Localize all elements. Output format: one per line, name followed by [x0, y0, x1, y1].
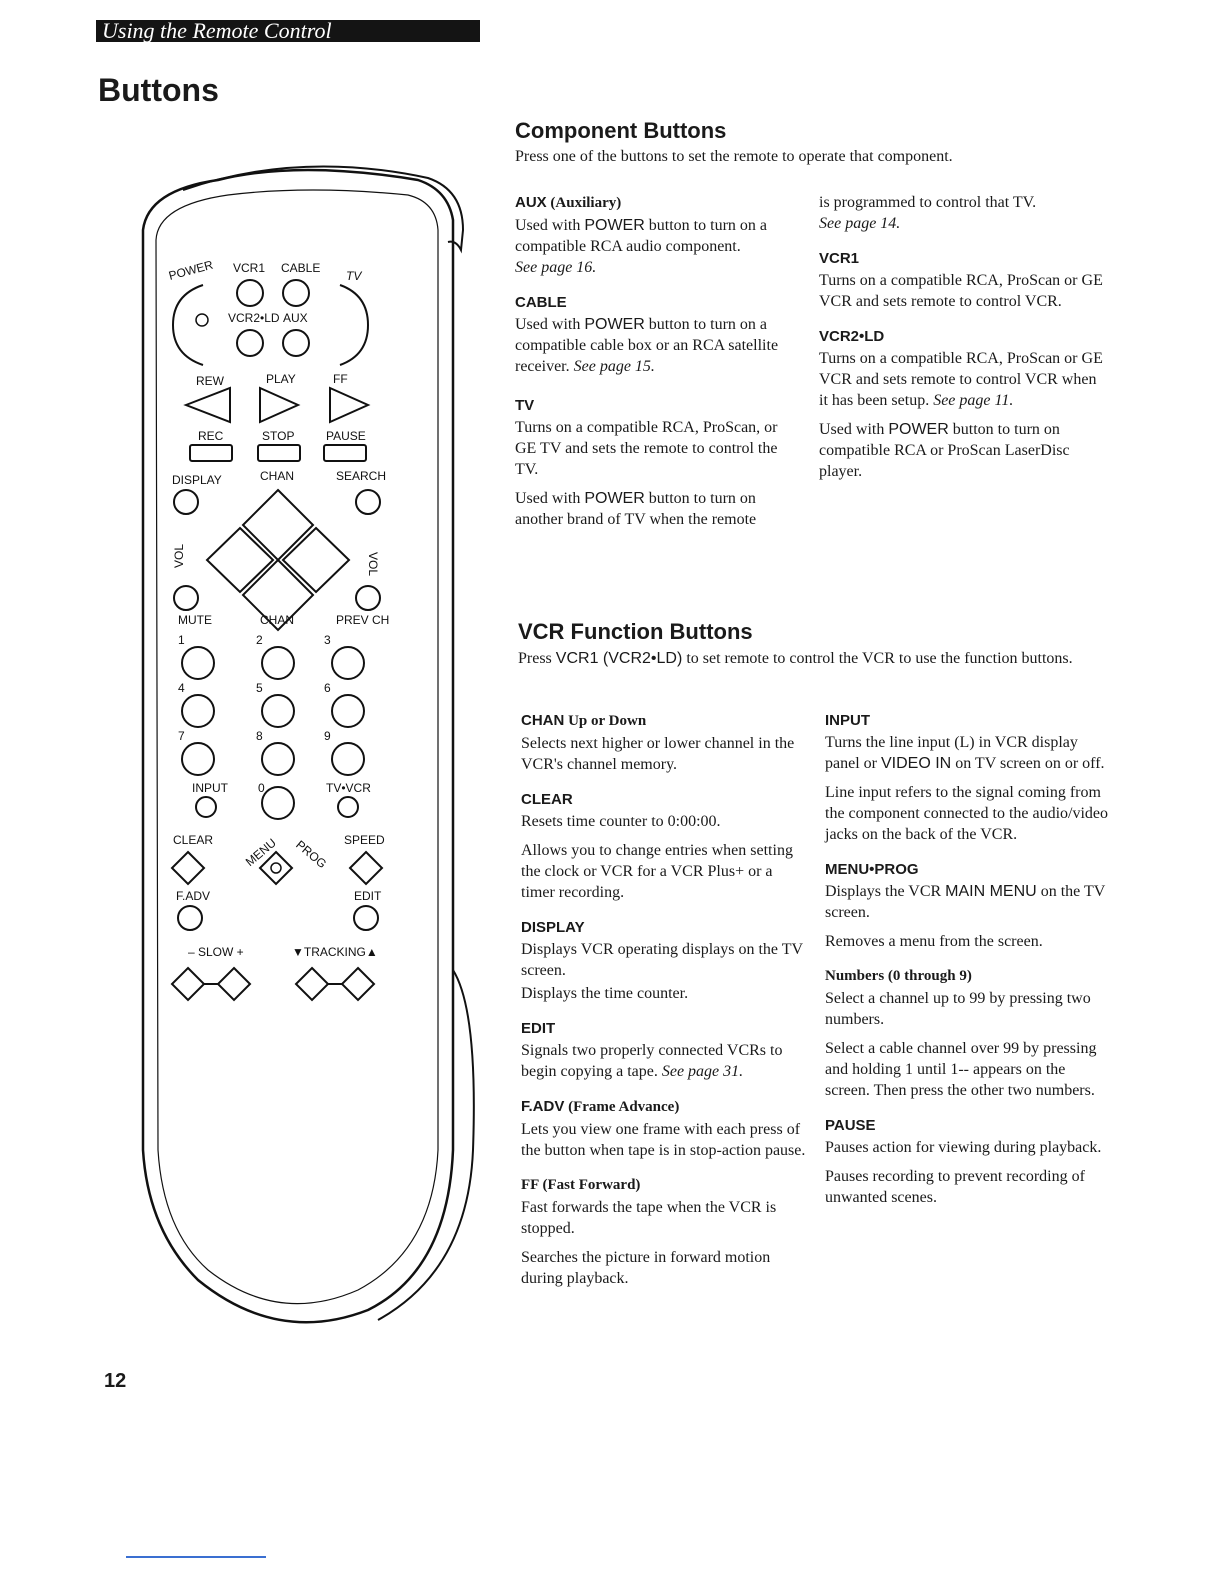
- fadv-label: F.ADV: [176, 889, 211, 903]
- numbers-description-2: Select a cable channel over 99 by pressing and holding 1 until 1-- appears on the screen. Then press the other two numbers.: [825, 1040, 1097, 1099]
- vcr1-heading: VCR1: [819, 250, 860, 267]
- pause-entry: [825, 1117, 1110, 1208]
- aux-button[interactable]: [283, 330, 309, 356]
- tv-page-ref: See page 14.: [819, 215, 901, 232]
- menu-prog-description-1: [825, 881, 1110, 923]
- chan-up-label: CHAN: [260, 469, 295, 483]
- vcr1-label: VCR1: [233, 261, 266, 275]
- slow-minus-button[interactable]: [172, 968, 204, 1000]
- num-8-label: 8: [256, 729, 263, 743]
- num-9-label: 9: [324, 729, 331, 743]
- menu-desc-after: on the TV screen.: [825, 883, 1106, 921]
- aux-desc-after: button to turn on a compatible RCA audio component.: [515, 217, 767, 255]
- vcr2ld-desc1: Turns on a compatible RCA, ProScan or GE VCR and sets remote to control VCR when it has been setup.: [819, 350, 1103, 409]
- vcr-left-column: [521, 712, 806, 1305]
- cable-description: [515, 314, 800, 377]
- num-2-label: 2: [256, 633, 263, 647]
- num-5-button[interactable]: [262, 695, 294, 727]
- speed-label: SPEED: [344, 833, 385, 847]
- menu-label: MENU: [242, 835, 279, 870]
- fadv-heading: [521, 1098, 806, 1116]
- cable-label: CABLE: [281, 261, 321, 275]
- ff-label: FF: [333, 372, 348, 386]
- tv-desc2-cont: is programmed to control that TV.: [819, 194, 1037, 211]
- clear-description-2: Allows you to change entries when setting the clock or VCR for a VCR Plus+ or a timer recording.: [521, 842, 793, 901]
- edit-heading: EDIT: [521, 1020, 556, 1037]
- cable-desc-power: POWER: [584, 316, 645, 333]
- ff-heading: FF (Fast Forward): [521, 1177, 641, 1193]
- input-heading: INPUT: [825, 712, 870, 729]
- prev-ch-label: PREV CH: [336, 613, 390, 627]
- aux-entry: [515, 194, 800, 278]
- vcr-intro-vcr1: VCR1: [555, 650, 599, 667]
- fadv-description: Lets you view one frame with each press of the button when tape is in stop-action pause.: [521, 1121, 806, 1159]
- slow-plus-button[interactable]: [218, 968, 250, 1000]
- tv-description-1: Turns on a compatible RCA, ProScan, or GE TV and sets the remote to control the TV.: [515, 419, 778, 478]
- edit-button[interactable]: [354, 906, 378, 930]
- numbers-heading: Numbers (0 through 9): [825, 968, 972, 984]
- remote-side-edge: [378, 970, 474, 1320]
- edit-desc: Signals two properly connected VCRs to begin copying a tape.: [521, 1042, 783, 1080]
- vcr2ld-description-1: [819, 348, 1104, 411]
- tv-desc2-after: button to turn on another brand of TV when the remote: [515, 490, 757, 528]
- vol-down-label: VOL: [172, 543, 186, 568]
- tv-button[interactable]: [340, 285, 368, 365]
- vol-down-button[interactable]: [207, 528, 273, 592]
- power-label: POWER: [167, 257, 215, 283]
- prog-label: PROG: [293, 837, 330, 872]
- clear-label: CLEAR: [173, 833, 214, 847]
- menu-desc-main: MAIN MENU: [945, 883, 1037, 900]
- mute-button[interactable]: [174, 586, 198, 610]
- cable-entry: [515, 294, 800, 377]
- pause-heading: PAUSE: [825, 1117, 876, 1134]
- vcr2ld-description-2: [819, 419, 1104, 482]
- chan-up-button[interactable]: [243, 490, 313, 560]
- display-entry: [521, 919, 806, 1004]
- component-buttons-intro: Press one of the buttons to set the remote to operate that component.: [515, 148, 953, 165]
- num-4-label: 4: [178, 681, 185, 695]
- tv-heading: TV: [515, 397, 535, 414]
- vcr2ld-entry: [819, 328, 1104, 482]
- footer-line: [126, 1556, 266, 1558]
- power-indicator: [196, 314, 208, 326]
- menu-desc-before: Displays the VCR: [825, 883, 946, 900]
- tv-entry: [515, 397, 800, 530]
- vcr2ld-desc2-after: button to turn on compatible RCA or ProScan LaserDisc player.: [819, 421, 1070, 480]
- edit-label: EDIT: [354, 889, 382, 903]
- prev-ch-button[interactable]: [356, 586, 380, 610]
- tv-description-2: [515, 488, 800, 530]
- num-4-button[interactable]: [182, 695, 214, 727]
- clear-description-1: Resets time counter to 0:00:00.: [521, 813, 721, 830]
- cable-heading: CABLE: [515, 294, 567, 311]
- tvvcr-button[interactable]: [338, 797, 358, 817]
- display-button[interactable]: [174, 490, 198, 514]
- cable-button[interactable]: [283, 280, 309, 306]
- num-2-button[interactable]: [262, 647, 294, 679]
- fadv-name: F.ADV: [521, 1098, 565, 1115]
- numbers-entry: [825, 968, 1110, 1101]
- tvvcr-label: TV•VCR: [326, 781, 371, 795]
- input-label: INPUT: [192, 781, 228, 795]
- menu-prog-entry: [825, 861, 1110, 952]
- edit-description: [521, 1040, 806, 1082]
- clear-entry: [521, 791, 806, 903]
- vcr-intro-paren: (VCR2•LD): [598, 650, 683, 667]
- edit-page-ref: See page 31.: [661, 1063, 744, 1080]
- vcr2ld-button[interactable]: [237, 330, 263, 356]
- vcr1-description: Turns on a compatible RCA, ProScan or GE VCR and sets remote to control VCR.: [819, 272, 1103, 310]
- page-title: Buttons: [98, 72, 219, 108]
- vcr1-button[interactable]: [237, 280, 263, 306]
- display-label: DISPLAY: [172, 473, 222, 487]
- pause-description-2: Pauses recording to prevent recording of unwanted scenes.: [825, 1168, 1085, 1206]
- edit-entry: [521, 1020, 806, 1082]
- ff-description-1: Fast forwards the tape when the VCR is stopped.: [521, 1199, 777, 1237]
- vcr-function-buttons-title: VCR Function Buttons: [518, 619, 753, 644]
- rew-label: REW: [196, 374, 224, 388]
- rew-button[interactable]: [186, 388, 230, 422]
- ff-button[interactable]: [330, 388, 368, 422]
- aux-name-sub: (Auxiliary): [546, 195, 622, 211]
- input-description-2: Line input refers to the signal coming from the component connected to the audio/video jacks on the back of the VCR.: [825, 784, 1109, 843]
- vol-up-label: VOL: [366, 552, 380, 577]
- component-left-column: [515, 194, 800, 546]
- aux-label: AUX: [283, 311, 308, 325]
- play-label: PLAY: [266, 372, 296, 386]
- input-desc-before: Turns the line input (L) in VCR display panel or: [825, 734, 1078, 772]
- slow-label: – SLOW +: [188, 945, 244, 959]
- tv-label: TV: [346, 269, 362, 283]
- num-8-button[interactable]: [262, 743, 294, 775]
- pause-button[interactable]: [324, 445, 366, 461]
- input-entry: [825, 712, 1110, 845]
- vcr-right-column: [825, 712, 1110, 1224]
- chan-down-label: CHAN: [260, 613, 295, 627]
- aux-heading: [515, 194, 800, 212]
- speed-button[interactable]: [350, 852, 382, 884]
- menu-prog-description-2: Removes a menu from the screen.: [825, 933, 1043, 950]
- section-header-bar: [96, 20, 480, 42]
- num-5-label: 5: [256, 681, 263, 695]
- num-6-button[interactable]: [332, 695, 364, 727]
- num-3-button[interactable]: [332, 647, 364, 679]
- input-button[interactable]: [196, 797, 216, 817]
- tracking-down-button[interactable]: [296, 968, 328, 1000]
- vcr2ld-page-ref: See page 11.: [933, 392, 1014, 409]
- num-0-button[interactable]: [262, 787, 294, 819]
- cable-desc-before: Used with: [515, 316, 585, 333]
- vol-up-button[interactable]: [283, 528, 349, 592]
- pause-description-1: Pauses action for viewing during playback.: [825, 1139, 1102, 1156]
- remote-control-illustration: [118, 150, 478, 1400]
- stop-label: STOP: [262, 429, 295, 443]
- fadv-name-sub: (Frame Advance): [564, 1099, 680, 1115]
- vcr2ld-heading: VCR2•LD: [819, 328, 885, 345]
- stop-button[interactable]: [258, 445, 300, 461]
- num-1-label: 1: [178, 633, 185, 647]
- vcr2ld-desc2-before: Used with: [819, 421, 889, 438]
- section-header-title: Using the Remote Control: [102, 20, 332, 42]
- tv-description-continued: [819, 192, 1104, 234]
- mute-label: MUTE: [178, 613, 212, 627]
- vcr2ld-label: VCR2•LD: [228, 311, 280, 325]
- vcr1-entry: [819, 250, 1104, 312]
- chan-name-sub: Up or Down: [564, 713, 647, 729]
- display-heading: DISPLAY: [521, 919, 585, 936]
- numbers-description-1: Select a channel up to 99 by pressing two numbers.: [825, 990, 1091, 1028]
- clear-button[interactable]: [172, 852, 204, 884]
- tracking-up-button[interactable]: [342, 968, 374, 1000]
- rec-button[interactable]: [190, 445, 232, 461]
- clear-heading: CLEAR: [521, 791, 573, 808]
- fadv-button[interactable]: [178, 906, 202, 930]
- fadv-entry: [521, 1098, 806, 1161]
- vcr-function-buttons-intro: [518, 648, 1078, 670]
- num-6-label: 6: [324, 681, 331, 695]
- num-0-label: 0: [258, 781, 265, 795]
- num-1-button[interactable]: [182, 647, 214, 679]
- tv-desc2-before: Used with: [515, 490, 585, 507]
- component-right-column: [819, 192, 1104, 498]
- input-desc-after: on TV screen on or off.: [951, 755, 1105, 772]
- aux-page-ref: See page 16.: [515, 259, 597, 276]
- aux-desc-power: POWER: [584, 217, 645, 234]
- tv-desc2-power: POWER: [584, 490, 645, 507]
- page-number: 12: [104, 1370, 127, 1392]
- display-description-1: Displays VCR operating displays on the TV screen.: [521, 941, 803, 979]
- menu-prog-center-icon: [271, 863, 281, 873]
- vcr-intro-before: Press: [518, 650, 556, 667]
- aux-name: AUX: [515, 194, 547, 211]
- component-buttons-title: Component Buttons: [515, 118, 727, 143]
- num-7-button[interactable]: [182, 743, 214, 775]
- menu-prog-heading: MENU•PROG: [825, 861, 919, 878]
- chan-heading: [521, 712, 806, 730]
- chan-name: CHAN: [521, 712, 565, 729]
- aux-desc-before: Used with: [515, 217, 585, 234]
- search-button[interactable]: [356, 490, 380, 514]
- num-9-button[interactable]: [332, 743, 364, 775]
- play-button[interactable]: [260, 388, 298, 422]
- cable-page-ref: See page 15.: [573, 358, 655, 375]
- aux-description: [515, 215, 800, 278]
- ff-description-2: Searches the picture in forward motion during playback.: [521, 1249, 771, 1287]
- vcr2ld-desc2-power: POWER: [888, 421, 949, 438]
- remote-body-inner: [156, 190, 438, 1304]
- pause-label: PAUSE: [326, 429, 366, 443]
- chan-entry: [521, 712, 806, 775]
- cable-desc-after: button to turn on a compatible cable box or an RCA satellite receiver.: [515, 316, 779, 375]
- search-label: SEARCH: [336, 469, 387, 483]
- vcr-intro-after: to set remote to control the VCR to use the function buttons.: [682, 650, 1073, 667]
- num-3-label: 3: [324, 633, 331, 647]
- rec-label: REC: [198, 429, 224, 443]
- tracking-label: ▼TRACKING▲: [292, 945, 378, 959]
- input-desc-video: VIDEO IN: [880, 755, 952, 772]
- chan-description: Selects next higher or lower channel in the VCR's channel memory.: [521, 735, 795, 773]
- num-7-label: 7: [178, 729, 185, 743]
- input-description-1: [825, 732, 1110, 774]
- display-description-2: Displays the time counter.: [521, 985, 689, 1002]
- ff-entry: [521, 1177, 806, 1289]
